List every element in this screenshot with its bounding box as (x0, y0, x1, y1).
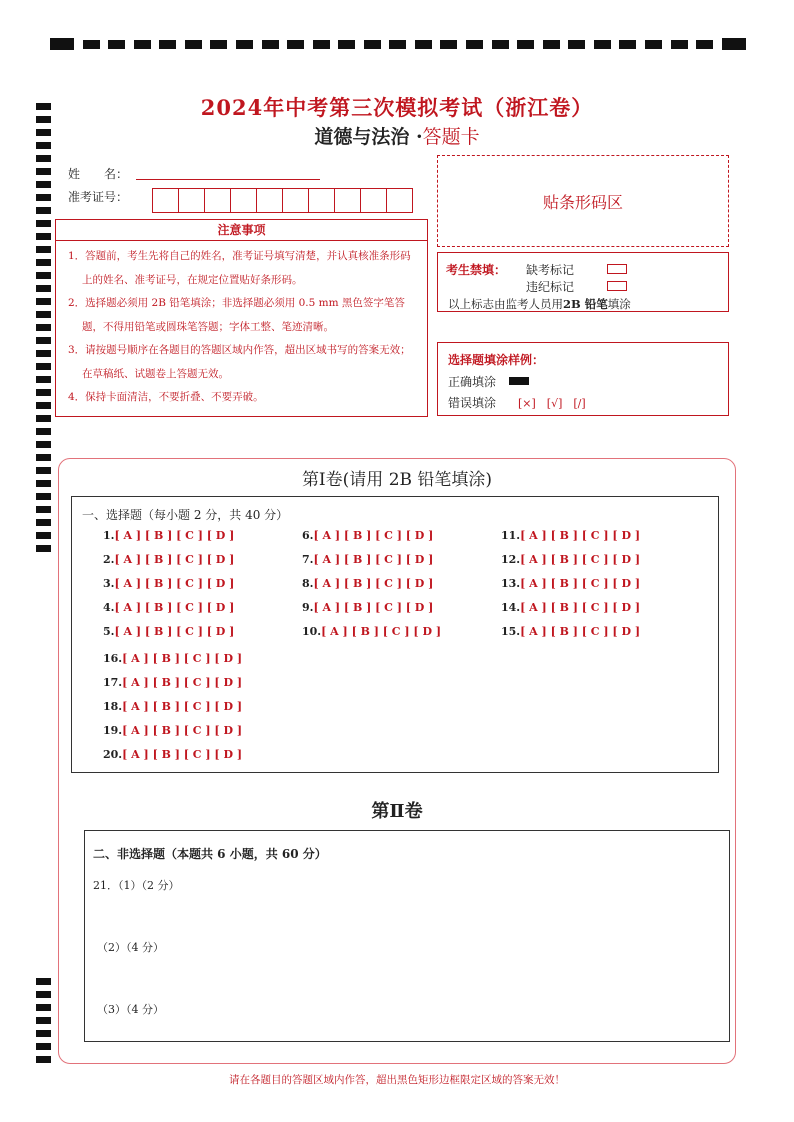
question-number: 20. (103, 748, 123, 761)
answer-options[interactable]: [ A ] [ B ] [ C ] [ D ] (114, 577, 235, 590)
name-label: 姓 名： (68, 167, 129, 181)
answer-options[interactable]: [ A ] [ B ] [ C ] [ D ] (122, 652, 243, 665)
mc-question[interactable] (103, 625, 234, 638)
answer-options[interactable]: [ A ] [ B ] [ C ] [ D ] (122, 724, 243, 737)
answer-options[interactable]: [ A ] [ B ] [ C ] [ D ] (122, 700, 243, 713)
mc-question[interactable] (103, 529, 234, 542)
subject-dot: · (416, 126, 423, 148)
notice-item: 1．答题前，考生先将自己的姓名，准考证号填写清楚，并认真核准条形码上的姓名、准考证号，在规定位置贴好条形码。 (68, 250, 411, 286)
mc-question[interactable] (501, 553, 640, 566)
mc-section-title: 一、选择题（每小题 2 分，共 40 分） (82, 508, 289, 522)
answer-options[interactable]: [ A ] [ B ] [ C ] [ D ] (520, 601, 641, 614)
q21-part2: （2）（4 分） (97, 941, 164, 954)
footer-warning: 请在各题目的答题区域内作答，超出黑色矩形边框限定区域的答案无效！ (229, 1074, 565, 1086)
question-number: 6. (302, 529, 314, 542)
mc-question[interactable] (103, 748, 242, 761)
absent-label: 缺考标记 (526, 263, 575, 277)
answer-options[interactable]: [ A ] [ B ] [ C ] [ D ] (520, 625, 641, 638)
answer-options[interactable]: [ A ] [ B ] [ C ] [ D ] (114, 553, 235, 566)
id-number-boxes[interactable] (152, 188, 412, 213)
answer-options[interactable]: [ A ] [ B ] [ C ] [ D ] (122, 748, 243, 761)
notice-item: 3．请按题号顺序在各题目的答题区域内作答，超出区域书写的答案无效；在草稿纸、试题卷上答题无效。 (68, 344, 411, 380)
q21-part1: 21．（1）（2 分） (93, 879, 180, 892)
mc-question[interactable] (103, 553, 234, 566)
question-number: 14. (501, 601, 521, 614)
mc-question[interactable] (302, 601, 433, 614)
answer-options[interactable]: [ A ] [ B ] [ C ] [ D ] (313, 529, 434, 542)
answer-options[interactable]: [ A ] [ B ] [ C ] [ D ] (122, 676, 243, 689)
mc-question[interactable] (103, 601, 234, 614)
question-number: 18. (103, 700, 123, 713)
ban-title: 考生禁填： (446, 263, 507, 277)
correct-fill-label: 正确填涂 (448, 375, 497, 389)
question-number: 2. (103, 553, 115, 566)
question-number: 16. (103, 652, 123, 665)
ban-note: 以上标志由监考人员用2B 铅笔填涂 (448, 297, 631, 311)
question-number: 1. (103, 529, 115, 542)
examiner-only-box (437, 252, 729, 312)
answer-options[interactable]: [ A ] [ B ] [ C ] [ D ] (520, 553, 641, 566)
q21-part3: （3）（4 分） (97, 1003, 164, 1016)
left-timing-marks-bottom (36, 978, 51, 1063)
mc-question[interactable] (302, 577, 433, 590)
answer-options[interactable]: [ A ] [ B ] [ C ] [ D ] (321, 625, 442, 638)
answer-options[interactable]: [ A ] [ B ] [ C ] [ D ] (114, 625, 235, 638)
mc-question[interactable] (501, 625, 640, 638)
notice-box (55, 219, 428, 417)
question-number: 9. (302, 601, 314, 614)
question-number: 7. (302, 553, 314, 566)
part2-section-title: 二、非选择题（本题共 6 小题，共 60 分） (93, 847, 327, 861)
name-field[interactable] (136, 178, 320, 180)
mc-question[interactable] (103, 652, 242, 665)
subject-name: 道德与法治 (314, 126, 410, 148)
mc-question[interactable] (501, 601, 640, 614)
mc-question[interactable] (501, 529, 640, 542)
violation-mark-box[interactable] (607, 281, 627, 291)
id-label: 准考证号： (68, 190, 129, 204)
violation-label: 违纪标记 (526, 280, 575, 294)
question-number: 11. (501, 529, 521, 542)
mc-question[interactable] (103, 577, 234, 590)
fill-example-box (437, 342, 729, 416)
question-number: 19. (103, 724, 123, 737)
notice-heading: 注意事项 (56, 220, 427, 241)
mc-question[interactable] (302, 625, 441, 638)
notice-item: 4．保持卡面清洁，不要折叠、不要弄破。 (68, 391, 264, 403)
question-number: 17. (103, 676, 123, 689)
mc-question[interactable] (302, 553, 433, 566)
mc-question[interactable] (501, 577, 640, 590)
mc-question[interactable] (103, 724, 242, 737)
question-number: 3. (103, 577, 115, 590)
question-number: 12. (501, 553, 521, 566)
notice-item: 2．选择题必须用 2B 铅笔填涂；非选择题必须用 0.5 mm 黑色签字笔答题，不得用铅笔或圆珠笔答题；字体工整、笔迹清晰。 (68, 297, 405, 333)
question-number: 13. (501, 577, 521, 590)
answer-options[interactable]: [ A ] [ B ] [ C ] [ D ] (520, 577, 641, 590)
question-number: 4. (103, 601, 115, 614)
question-number: 5. (103, 625, 115, 638)
answer-options[interactable]: [ A ] [ B ] [ C ] [ D ] (313, 553, 434, 566)
mc-question[interactable] (302, 529, 433, 542)
wrong-fill-samples: [×] [√] [/] (518, 397, 586, 410)
example-title: 选择题填涂样例： (448, 353, 545, 367)
wrong-fill-label: 错误填涂 (448, 396, 497, 410)
answer-options[interactable]: [ A ] [ B ] [ C ] [ D ] (114, 529, 235, 542)
answer-options[interactable]: [ A ] [ B ] [ C ] [ D ] (520, 529, 641, 542)
mc-question[interactable] (103, 700, 242, 713)
exam-title: 2024年中考第三次模拟考试（浙江卷） (200, 95, 594, 120)
answer-options[interactable]: [ A ] [ B ] [ C ] [ D ] (114, 601, 235, 614)
absent-mark-box[interactable] (607, 264, 627, 274)
barcode-area: 贴条形码区 (437, 155, 729, 247)
question-number: 10. (302, 625, 322, 638)
question-number: 15. (501, 625, 521, 638)
correct-fill-sample (509, 377, 529, 385)
subject-line (0, 122, 794, 149)
part1-title: 第Ⅰ卷(请用 2B 铅笔填涂) (301, 470, 493, 490)
answer-card-label: 答题卡 (422, 126, 480, 148)
answer-options[interactable]: [ A ] [ B ] [ C ] [ D ] (313, 577, 434, 590)
answer-options[interactable]: [ A ] [ B ] [ C ] [ D ] (313, 601, 434, 614)
top-timing-marks (50, 38, 746, 50)
mc-question[interactable] (103, 676, 242, 689)
free-answer-box[interactable] (84, 830, 730, 1042)
question-number: 8. (302, 577, 314, 590)
part2-title: 第Ⅱ卷 (371, 801, 423, 822)
